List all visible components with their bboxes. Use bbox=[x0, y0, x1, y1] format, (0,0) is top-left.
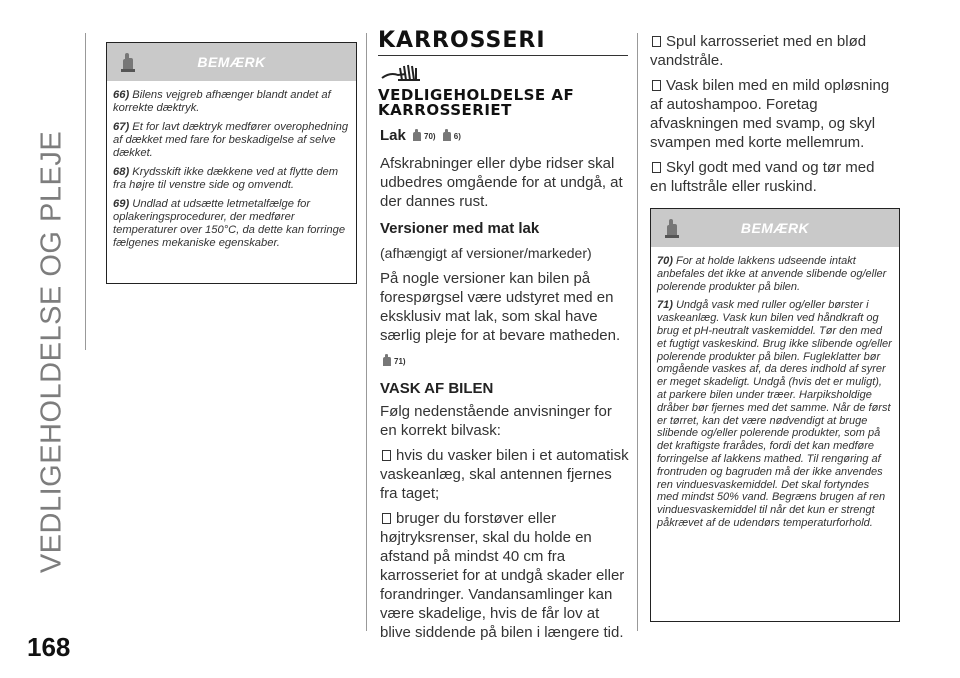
warning-icon bbox=[440, 128, 454, 142]
right-note-box bbox=[650, 208, 900, 622]
left-note-header bbox=[107, 43, 356, 81]
side-divider bbox=[85, 33, 86, 350]
note-item-text: Bilens vejgreb afhænger blandt andet af korrekte dæktryk. bbox=[113, 89, 331, 114]
note-item-text: Undlad at udsætte letmetalfælge for oplakeringsprocedurer, der medfører temperaturer over 150°C, da dette kan forringe fælgenes mekaniske egenskaber. bbox=[113, 198, 346, 249]
lak-ref-1: 70) bbox=[424, 132, 436, 141]
hand-warning-icon bbox=[119, 52, 137, 72]
column-divider-right bbox=[637, 33, 638, 631]
note-item bbox=[113, 121, 350, 160]
note-item bbox=[113, 89, 350, 115]
checkbox-bullet-icon bbox=[382, 450, 391, 461]
hand-warning-icon bbox=[663, 218, 681, 238]
wash-intro: Følg nedenstående anvisninger for en korrekt bilvask: bbox=[380, 403, 612, 439]
note-item-number: 70) bbox=[657, 255, 673, 267]
right-note-header-text: BEMÆRK bbox=[740, 220, 810, 236]
list-item-text: Spul karrosseriet med en blød vandstråle. bbox=[650, 33, 867, 69]
note-item-text: Undgå vask med ruller og/eller børster i vaskeanlæg. Vask kun bilen ved håndkraft og brug et pH-neutralt vaskemiddel. Tør den med et fugtigt vaskeskind. Brug ikke slibende og/eller polerende produkter på bilen. Fugleklatter bør omgående vaskes af, da deres indhold af syrer er meget skadeligt. Undgå (hvis det er muligt), at parkere bilen under træer. Harpiksholdige dråber bør fjernes med det samme. Når de først er tørret, kan det være nødvendigt at bruge slibende og/eller polerende produkter, som på det kraftigste frarådes, fordi det kan medføre forringelse af lakkens mathed. Til rengøring af frontruden og bagruden må der ikke anvendes ren vinduesvaskemiddel. Det skal fortyndes med mindst 50% vand. Begræns brugen af ren vinduesvaskemiddel til når det kun er strengt påkrævet af de udendørs temperaturforhold. bbox=[657, 299, 892, 529]
mat-ref: 71) bbox=[394, 357, 406, 366]
lak-text: Afskrabninger eller dybe ridser skal udbedres omgående for at undgå, at der dannes rust. bbox=[380, 155, 623, 210]
note-item-text: For at holde lakkens udseende intakt anbefales det ikke at anvende slibende og/eller polerende produkter på bilen. bbox=[657, 255, 887, 293]
car-care-icon bbox=[380, 62, 426, 84]
mat-text: På nogle versioner kan bilen på forespørgsel være udstyret med en eksklusiv mat lak, som skal have særlig pleje for at bevare matheden. bbox=[380, 270, 621, 344]
right-note-header bbox=[651, 209, 899, 247]
checkbox-bullet-icon bbox=[382, 513, 391, 524]
lak-ref-2: 6) bbox=[453, 132, 461, 141]
mat-ref-line bbox=[380, 351, 630, 371]
note-item bbox=[657, 299, 893, 529]
note-item-number: 71) bbox=[657, 299, 673, 312]
column-divider-left bbox=[366, 33, 367, 631]
side-section-title-text: VEDLIGEHOLDELSE OG PLEJE bbox=[35, 130, 68, 574]
lak-line bbox=[380, 126, 630, 146]
mat-title: Versioner med mat lak bbox=[380, 220, 540, 237]
list-item bbox=[380, 509, 630, 642]
mat-subtitle: (afhængigt af versioner/markeder) bbox=[380, 245, 592, 261]
list-item bbox=[650, 32, 895, 70]
left-note-body bbox=[107, 81, 356, 260]
section-heading: KARROSSERI bbox=[378, 28, 628, 56]
lak-title: Lak bbox=[380, 127, 406, 144]
note-item-number: 69) bbox=[113, 198, 130, 210]
list-item-text: bruger du forstøver eller højtryksrenser, skal du holde en afstand på mindst 40 cm fra karrosseriet for at undgå skader eller forandringer. Vandansamlinger kan være skadelige, hvis de får lov at blive siddende på bilen i længere tid. bbox=[380, 510, 625, 641]
list-item-text: Skyl godt med vand og tør med en luftstråle eller ruskind. bbox=[650, 159, 875, 195]
note-item-text: Krydsskift ikke dækkene ved at flytte dem fra højre til venstre side og omvendt. bbox=[113, 166, 339, 191]
wash-title: VASK AF BILEN bbox=[380, 380, 494, 397]
right-note-body bbox=[651, 247, 899, 540]
checkbox-bullet-icon bbox=[652, 80, 661, 91]
note-item-number: 67) bbox=[113, 121, 130, 133]
note-item-number: 68) bbox=[113, 166, 130, 178]
middle-column-body bbox=[380, 126, 630, 648]
note-item-number: 66) bbox=[113, 89, 130, 101]
left-note-box bbox=[106, 42, 357, 284]
note-item bbox=[657, 255, 893, 293]
list-item-text: hvis du vasker bilen i et automatisk vaskeanlæg, skal antennen fjernes fra taget; bbox=[380, 447, 629, 502]
warning-icon bbox=[380, 353, 394, 367]
checkbox-bullet-icon bbox=[652, 162, 661, 173]
note-item bbox=[113, 198, 350, 250]
list-item-text: Vask bilen med en mild opløsning af autoshampoo. Foretag afvaskningen med svamp, og skyl svampen med korte mellemrum. bbox=[650, 77, 890, 151]
left-note-header-text: BEMÆRK bbox=[197, 54, 266, 70]
checkbox-bullet-icon bbox=[652, 36, 661, 47]
note-item bbox=[113, 166, 350, 192]
section-subheading: VEDLIGEHOLDELSE AF KARROSSERIET bbox=[378, 86, 575, 119]
list-item bbox=[650, 76, 895, 152]
right-column-body bbox=[650, 32, 895, 202]
page-number: 168 bbox=[27, 632, 71, 662]
list-item bbox=[650, 158, 895, 196]
note-item-text: Et for lavt dæktryk medfører overophedning af dækket med fare for beskadigelse af selve dækket. bbox=[113, 121, 349, 159]
warning-icon bbox=[410, 128, 424, 142]
list-item bbox=[380, 446, 630, 503]
